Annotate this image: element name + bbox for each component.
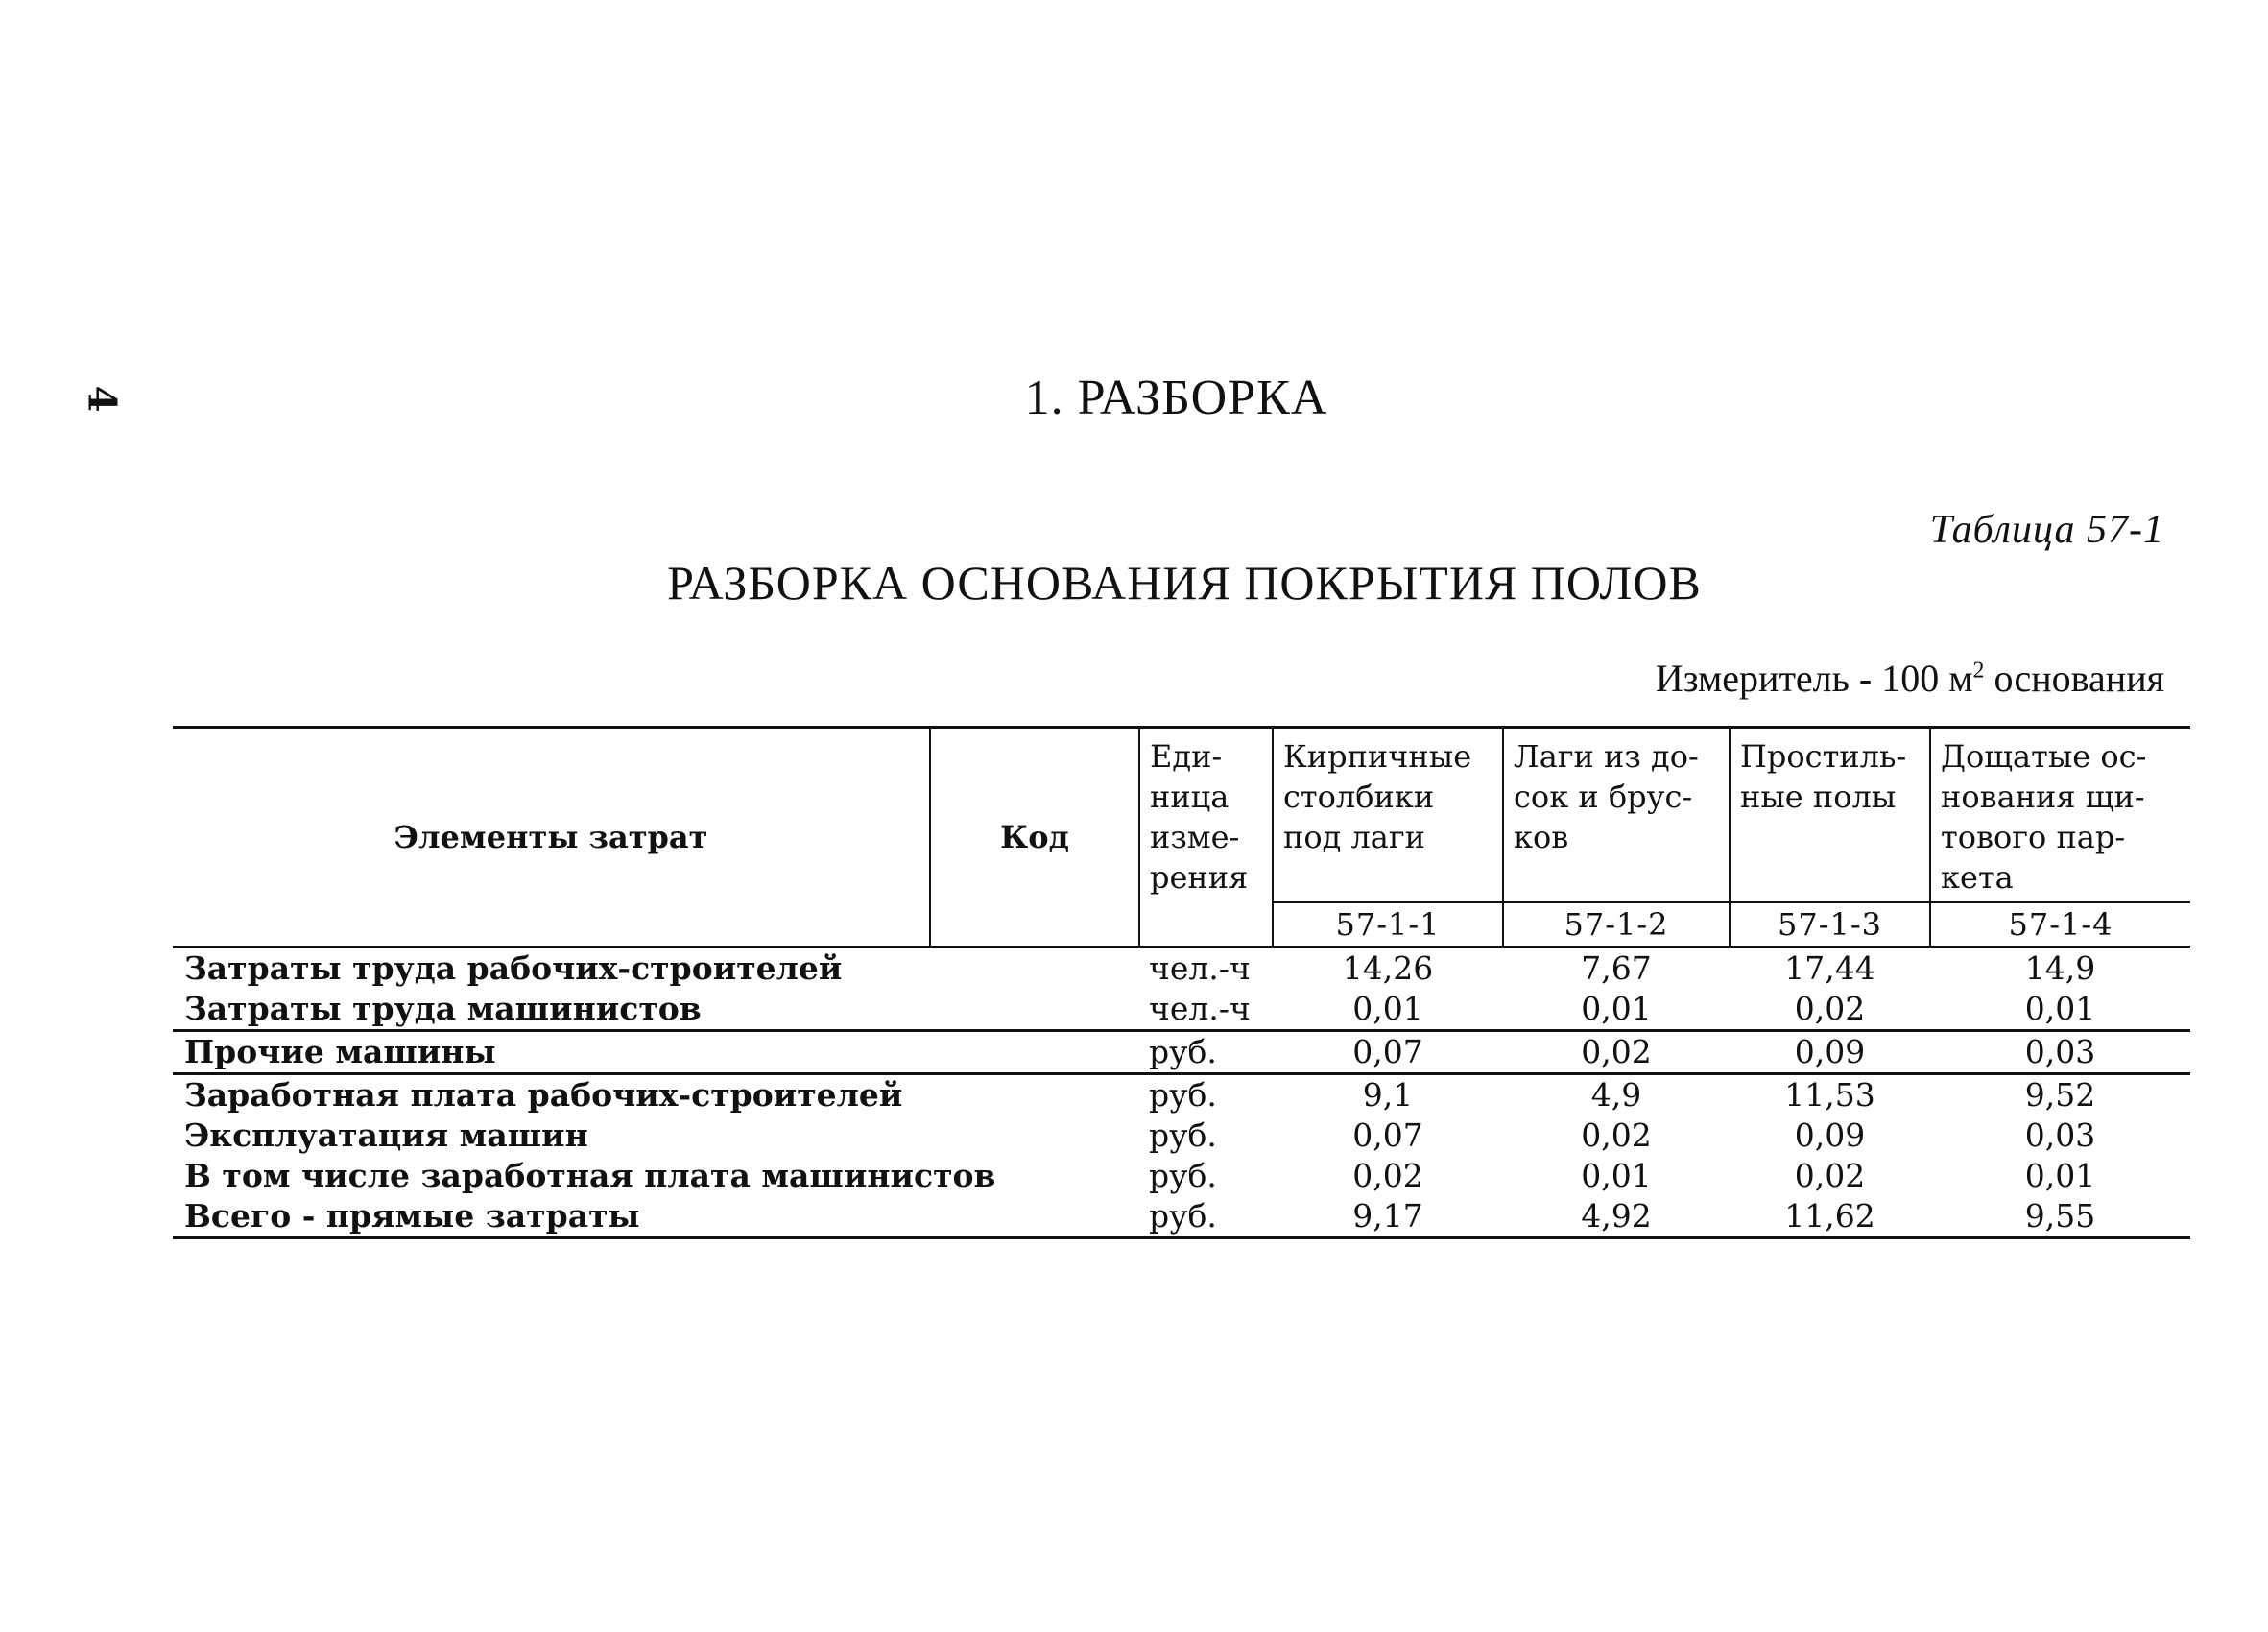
row-name: Всего - прямые затраты bbox=[173, 1196, 930, 1238]
column-code: 57-1-4 bbox=[2008, 906, 2113, 943]
header-unit-line: ница bbox=[1150, 779, 1229, 815]
row-value: 4,9 bbox=[1590, 1076, 1642, 1114]
header-col-line: Кирпичные bbox=[1283, 738, 1472, 775]
row-unit: руб. bbox=[1149, 1116, 1217, 1154]
measure-sup: 2 bbox=[1972, 658, 1985, 684]
header-col-2 bbox=[1503, 728, 1730, 903]
row-value: 0,01 bbox=[1503, 989, 1730, 1031]
row-value: 0,01 bbox=[2024, 1157, 2096, 1194]
header-unit-line: рения bbox=[1150, 859, 1249, 896]
row-code bbox=[930, 1116, 1139, 1156]
row-unit: чел.-ч bbox=[1139, 989, 1273, 1031]
table-row bbox=[173, 989, 2190, 1031]
row-code bbox=[930, 948, 1139, 990]
header-unit-line: Еди- bbox=[1150, 738, 1223, 775]
column-code: 57-1-1 bbox=[1273, 902, 1503, 948]
header-col-line: нования щи- bbox=[1941, 779, 2145, 815]
row-value: 9,52 bbox=[2024, 1076, 2096, 1114]
row-value: 14,9 bbox=[1930, 948, 2190, 990]
header-col-4 bbox=[1930, 728, 2190, 903]
row-value: 9,17 bbox=[1273, 1196, 1503, 1238]
header-col-line: кета bbox=[1941, 859, 2014, 896]
row-value: 14,26 bbox=[1273, 948, 1503, 990]
row-value: 4,92 bbox=[1503, 1196, 1730, 1238]
header-unit-line: изме- bbox=[1150, 819, 1240, 855]
table-row bbox=[173, 1031, 2190, 1074]
measure-suffix: основания bbox=[1984, 657, 2164, 700]
header-col-line: Дощатые ос- bbox=[1941, 738, 2147, 775]
row-value: 9,55 bbox=[1930, 1196, 2190, 1238]
row-value: 0,02 bbox=[1581, 1116, 1652, 1154]
row-value: 0,02 bbox=[1794, 1157, 1866, 1194]
header-code: Код bbox=[930, 728, 1139, 948]
row-value: 0,02 bbox=[1352, 1157, 1423, 1194]
header-unit bbox=[1139, 728, 1273, 948]
row-value: 9,1 bbox=[1362, 1076, 1414, 1114]
row-value: 0,07 bbox=[1273, 1031, 1503, 1074]
row-name: Заработная плата рабочих-строителей bbox=[184, 1076, 903, 1114]
header-col-line: под лаги bbox=[1283, 819, 1425, 855]
table-row bbox=[173, 1116, 2190, 1156]
header-col-1 bbox=[1273, 728, 1503, 903]
table-row bbox=[173, 948, 2190, 990]
table-row bbox=[173, 1156, 2190, 1196]
row-value: 0,09 bbox=[1730, 1031, 1930, 1074]
table-label: Таблица 57-1 bbox=[1929, 508, 2164, 552]
header-col-line: ные полы bbox=[1740, 779, 1897, 815]
header-row bbox=[173, 728, 2190, 903]
row-value: 0,01 bbox=[1930, 989, 2190, 1031]
row-code bbox=[930, 989, 1139, 1031]
table-title: РАЗБОРКА ОСНОВАНИЯ ПОКРЫТИЯ ПОЛОВ bbox=[667, 556, 1702, 610]
row-value: 17,44 bbox=[1730, 948, 1930, 990]
row-name: Эксплуатация машин bbox=[184, 1116, 588, 1154]
row-value: 0,03 bbox=[2024, 1116, 2096, 1154]
row-value: 0,02 bbox=[1503, 1031, 1730, 1074]
table-row bbox=[173, 1074, 2190, 1116]
row-name: Затраты труда машинистов bbox=[173, 989, 930, 1031]
row-unit: руб. bbox=[1149, 1157, 1217, 1194]
row-code bbox=[930, 1074, 1139, 1116]
header-elements: Элементы затрат bbox=[173, 728, 930, 948]
header-col-line: ков bbox=[1514, 819, 1569, 855]
header-col-line: сок и брус- bbox=[1514, 779, 1693, 815]
row-unit: руб. bbox=[1139, 1196, 1273, 1238]
row-name: В том числе заработная плата машинистов bbox=[184, 1157, 996, 1194]
row-value: 11,62 bbox=[1730, 1196, 1930, 1238]
row-value: 0,01 bbox=[1273, 989, 1503, 1031]
row-value: 0,09 bbox=[1794, 1116, 1866, 1154]
row-code bbox=[930, 1031, 1139, 1074]
column-code: 57-1-3 bbox=[1730, 902, 1930, 948]
row-value: 0,02 bbox=[1730, 989, 1930, 1031]
row-unit: руб. bbox=[1149, 1076, 1217, 1114]
row-value: 0,03 bbox=[1930, 1031, 2190, 1074]
row-value: 0,01 bbox=[1581, 1157, 1652, 1194]
header-col-line: Простиль- bbox=[1740, 738, 1907, 775]
header-col-3 bbox=[1730, 728, 1930, 903]
header-col-line: столбики bbox=[1283, 779, 1435, 815]
section-title: 1. РАЗБОРКА bbox=[1024, 371, 1328, 425]
row-name: Прочие машины bbox=[173, 1031, 930, 1074]
table-row bbox=[173, 1196, 2190, 1238]
row-value: 11,53 bbox=[1784, 1076, 1875, 1114]
measure-prefix: Измеритель - 100 м bbox=[1655, 657, 1973, 700]
norms-table bbox=[173, 726, 2190, 1239]
header-col-line: тового пар- bbox=[1941, 819, 2126, 855]
measure-unit bbox=[1656, 656, 2164, 701]
column-code: 57-1-2 bbox=[1503, 902, 1730, 948]
row-value: 0,07 bbox=[1352, 1116, 1423, 1154]
row-code bbox=[930, 1196, 1139, 1238]
header-col-line: Лаги из до- bbox=[1514, 738, 1699, 775]
row-value: 7,67 bbox=[1503, 948, 1730, 990]
page-number: 4 bbox=[79, 385, 125, 413]
row-unit: чел.-ч bbox=[1139, 948, 1273, 990]
row-unit: руб. bbox=[1139, 1031, 1273, 1074]
row-name: Затраты труда рабочих-строителей bbox=[173, 948, 930, 990]
